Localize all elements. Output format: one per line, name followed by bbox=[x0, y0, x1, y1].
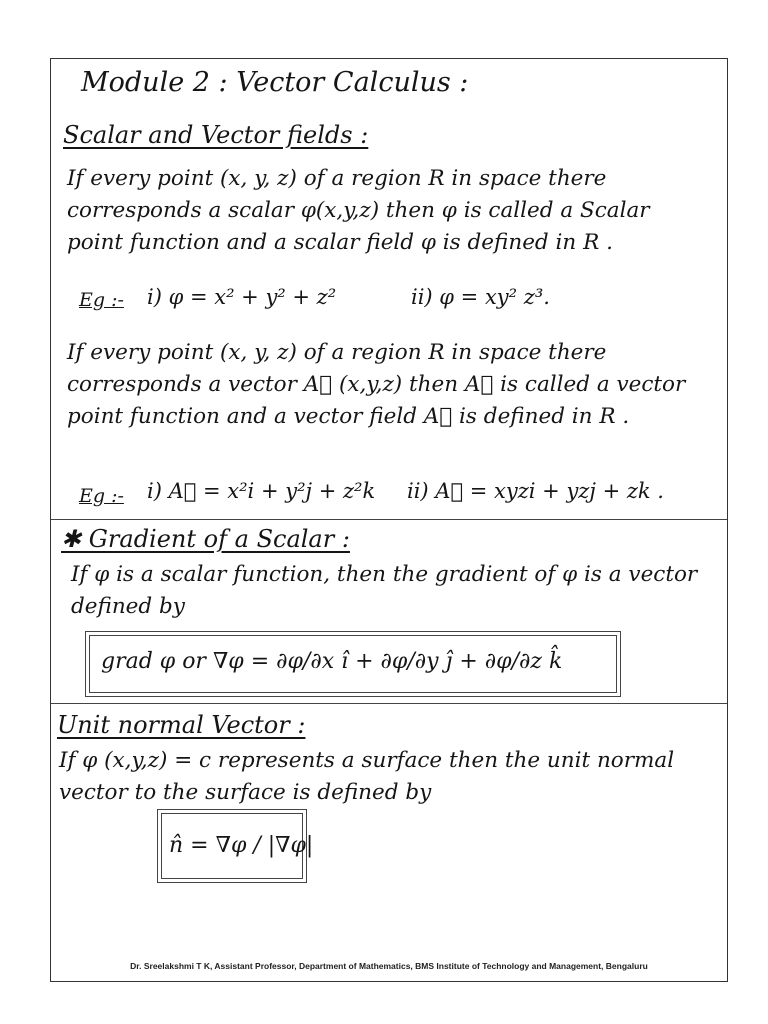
scalar-example-1: i) φ = x² + y² + z² bbox=[147, 285, 337, 309]
vector-example-2: ii) A⃗ = xyzi + yzj + zk . bbox=[407, 479, 664, 503]
vector-field-definition: If every point (x, y, z) of a region R in space there corresponds a vector A⃗ (x,y,z) then A⃗ is called a vector point function and a vector field A⃗ is defined in R . bbox=[67, 340, 686, 429]
example-label: Eg :- bbox=[79, 289, 124, 311]
unit-normal-definition: If φ (x,y,z) = c represents a surface then the unit normal vector to the surface is defined by bbox=[59, 748, 675, 805]
section-heading-gradient: ✱ Gradient of a Scalar : bbox=[61, 525, 350, 553]
section-divider bbox=[51, 703, 727, 704]
footer-credit: Dr. Sreelakshmi T K, Assistant Professor, Department of Mathematics, BMS Institute of Technology and Management, Bengaluru bbox=[130, 961, 648, 971]
example-label: Eg :- bbox=[79, 485, 124, 507]
gradient-formula: grad φ or ∇φ = ∂φ/∂x î + ∂φ/∂y ĵ + ∂φ/∂z k̂ bbox=[101, 649, 563, 674]
section-heading-scalar-vector-fields: Scalar and Vector fields : bbox=[63, 121, 369, 149]
section-heading-unit-normal: Unit normal Vector : bbox=[57, 711, 306, 739]
vector-example-1: i) A⃗ = x²i + y²j + z²k bbox=[147, 479, 376, 503]
scalar-field-definition: If every point (x, y, z) of a region R in space there corresponds a scalar φ(x,y,z) then φ is called a Scalar point function and a scalar field φ is defined in R . bbox=[67, 166, 650, 255]
unit-normal-formula: n̂ = ∇φ / |∇φ| bbox=[169, 833, 314, 858]
section-divider bbox=[51, 519, 727, 520]
page-title: Module 2 : Vector Calculus : bbox=[81, 67, 469, 98]
scalar-example-2: ii) φ = xy² z³. bbox=[411, 285, 550, 309]
example-label-scalar bbox=[79, 287, 124, 311]
gradient-definition: If φ is a scalar function, then the gradient of φ is a vector defined by bbox=[71, 562, 698, 619]
notes-page bbox=[50, 58, 728, 982]
example-label-vector bbox=[79, 483, 124, 507]
